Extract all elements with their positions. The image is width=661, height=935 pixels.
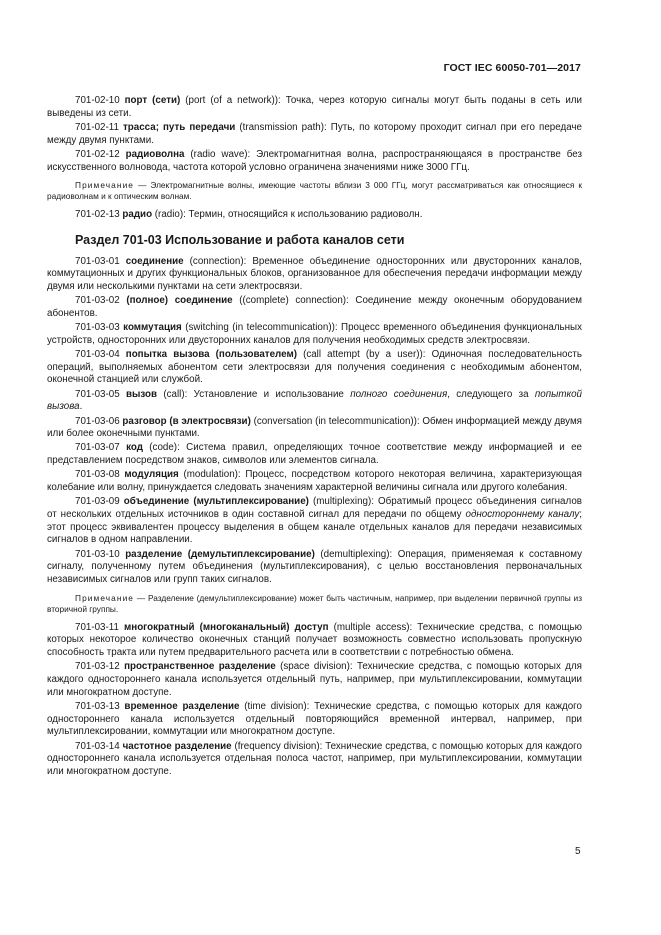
entry-definition: (call): Установление и использование <box>157 388 351 400</box>
entry-701-03-11 <box>47 622 582 660</box>
entry-number: 701-03-14 <box>75 740 120 752</box>
entry-definition: (multiplexing): Обратимый процесс объединения сигналов от нескольких отдельных источников в один составной сигнал для передачи по общему <box>47 496 582 520</box>
entry-definition: (radio wave): Электромагнитная волна, распространяющаяся в пространстве без искусственного волновода, частота которой условно ограничена значениями ниже 3000 ГГц. <box>47 148 582 173</box>
entry-number: 701-03-10 <box>75 548 120 560</box>
document-header: ГОСТ IEC 60050-701—2017 <box>443 62 581 74</box>
cross-reference: одностороннему каналу <box>465 508 580 520</box>
entry-definition: (frequency division): Технические средства, с помощью которых для каждого одностороннего канала используется отдельная полоса частот, например, при мультиплексировании, коммутации или многократном доступе. <box>47 740 582 777</box>
entry-701-02-10 <box>47 95 582 120</box>
note-text: — Разделение (демультиплексирование) может быть частичным, например, при выделении первичной группы из вторичной группы. <box>47 592 582 614</box>
entry-term: многократный (многоканальный) доступ <box>124 621 329 633</box>
entry-number: 701-03-08 <box>75 469 120 481</box>
entry-number: 701-02-13 <box>75 209 120 221</box>
entry-definition: (time division): Технические средства, с помощью которых для каждого одностороннего канала используется отдельный повторяющийся временной интервал, например, при мультиплексировании, коммутации или многократном доступе. <box>47 700 582 738</box>
entry-701-03-06 <box>47 416 582 441</box>
entry-number: 701-03-03 <box>75 322 120 334</box>
entry-term: попытка вызова (пользователем) <box>125 349 297 361</box>
note-label: Примечание <box>75 180 135 191</box>
entry-definition: , следующего за <box>447 388 535 400</box>
entry-term: радио <box>122 209 153 221</box>
entry-701-03-07 <box>47 442 582 467</box>
entry-701-03-13 <box>47 701 582 739</box>
entry-term: модуляция <box>124 469 179 481</box>
entry-number: 701-02-12 <box>75 148 120 160</box>
entry-term: порт (сети) <box>124 95 181 106</box>
entry-term: коммутация <box>123 322 182 334</box>
entry-number: 701-03-01 <box>75 255 120 267</box>
cross-reference: полного соединения <box>350 388 448 400</box>
entry-number: 701-03-02 <box>75 295 120 307</box>
entry-701-03-02 <box>47 295 582 320</box>
entry-term: трасса; путь передачи <box>123 121 236 133</box>
entry-number: 701-02-11 <box>75 121 119 133</box>
entry-701-03-09 <box>47 496 582 547</box>
entry-definition: (radio): Термин, относящийся к использованию радиоволн. <box>152 209 423 221</box>
entry-term: разговор (в электросвязи) <box>122 415 251 427</box>
entry-definition: (conversation (in telecommunication)): Обмен информацией между двумя или более оконечными пунктами. <box>47 415 582 440</box>
entry-701-03-05 <box>47 389 582 414</box>
entry-number: 701-03-05 <box>75 388 120 400</box>
page-number: 5 <box>575 846 581 857</box>
note-label: Примечание <box>75 592 135 603</box>
entry-term: соединение <box>125 255 184 267</box>
note-radio-waves <box>47 180 582 202</box>
entry-701-03-01 <box>47 256 582 294</box>
entry-definition: ; этот процесс эквивалентен процессу выделения в общем канале отдельных каналов для передачи независимых сигналов в одном направлении. <box>47 508 582 546</box>
entry-701-02-13 <box>47 209 582 222</box>
entry-definition: (demultiplexing): Операция, применяемая к составному сигналу, полученному путем объединения (мультиплексирования), с целью восстановления первоначальных независимых сигналов или групп таких сигналов. <box>47 548 582 585</box>
entry-number: 701-03-11 <box>75 621 119 633</box>
entry-number: 701-03-12 <box>75 661 120 673</box>
entry-701-02-11 <box>47 122 582 147</box>
document-body <box>47 95 582 780</box>
entry-701-03-14 <box>47 741 582 779</box>
entry-number: 701-03-09 <box>75 496 120 508</box>
entry-term: код <box>126 442 143 454</box>
entry-number: 701-02-10 <box>75 95 120 106</box>
entry-701-03-03 <box>47 322 582 347</box>
entry-definition: (multiple access): Технические средства, с помощью которых некоторое количество оконечных станций получает возможность совместно использовать пропускную способность тракта или путем предварительного расчета или в соответствии с потребностью обмена. <box>47 621 582 659</box>
entry-definition: (port (of a network)): Точка, через которую сигналы могут быть поданы в сеть или выведены из сети. <box>47 95 582 119</box>
entry-definition: (call attempt (by a user)): Одиночная последовательность операций, выполняемых абонентом сети электросвязи для получения соединения с необходимым абонентом, оконечной станцией или службой. <box>47 349 582 386</box>
entry-term: радиоволна <box>125 148 185 160</box>
note-demultiplexing <box>47 593 582 615</box>
section-title: Раздел 701-03 Использование и работа каналов сети <box>75 232 405 247</box>
cross-reference: попыткой вызова <box>47 388 582 413</box>
note-text: — Электромагнитные волны, имеющие частоты вблизи 3 000 ГГц, могут рассматриваться как относящиеся к радиоволнам и к оптическим волнам. <box>47 180 582 202</box>
entry-term: вызов <box>126 388 158 400</box>
entry-definition: (transmission path): Путь, по которому проходит сигнал при его передаче между двумя пунктами. <box>47 121 582 146</box>
entry-701-03-04 <box>47 349 582 387</box>
entry-definition: (modulation): Процесс, посредством которого некоторая величина, характеризующая колебание или волну, принуждается следовать значениям характерной величины сигнала или другого колебания. <box>47 469 582 494</box>
entry-term: временное разделение <box>124 700 240 712</box>
entry-701-03-12 <box>47 661 582 699</box>
entry-number: 701-03-13 <box>75 700 120 712</box>
entry-definition: (connection): Временное объединение односторонних или двусторонних каналов, коммутационных и других функциональных блоков, организованное для обеспечения передачи информации между двумя или несколькими пунктами на сети электросвязи. <box>47 255 582 293</box>
entry-definition: ((complete) connection): Соединение между оконечным оборудованием абонентов. <box>47 295 582 319</box>
entry-term: объединение (мультиплексирование) <box>123 496 309 508</box>
entry-term: пространственное разделение <box>124 661 276 673</box>
entry-701-02-12 <box>47 149 582 174</box>
entry-definition: (code): Система правил, определяющих точное соответствие между информацией и ее представлением посредством знаков, символов или элементов сигнала. <box>47 442 582 467</box>
entry-number: 701-03-04 <box>75 349 120 361</box>
entry-701-03-10 <box>47 549 582 587</box>
entry-701-03-08 <box>47 469 582 494</box>
entry-term: разделение (демультиплексирование) <box>125 548 315 560</box>
entry-number: 701-03-06 <box>75 415 120 427</box>
entry-definition: (switching (in telecommunication)): Процесс временного объединения функциональных устройств, односторонних или двусторонних каналов для получения необходимых средств электросвязи. <box>47 322 582 346</box>
entry-definition: (space division): Технические средства, с помощью которых для каждого одностороннего канала используется отдельный путь, например, при мультиплексировании, коммутации или многократном доступе. <box>47 661 582 698</box>
entry-number: 701-03-07 <box>75 442 120 454</box>
entry-term: частотное разделение <box>122 740 232 752</box>
entry-definition: . <box>79 401 83 413</box>
entry-term: (полное) соединение <box>126 295 233 307</box>
